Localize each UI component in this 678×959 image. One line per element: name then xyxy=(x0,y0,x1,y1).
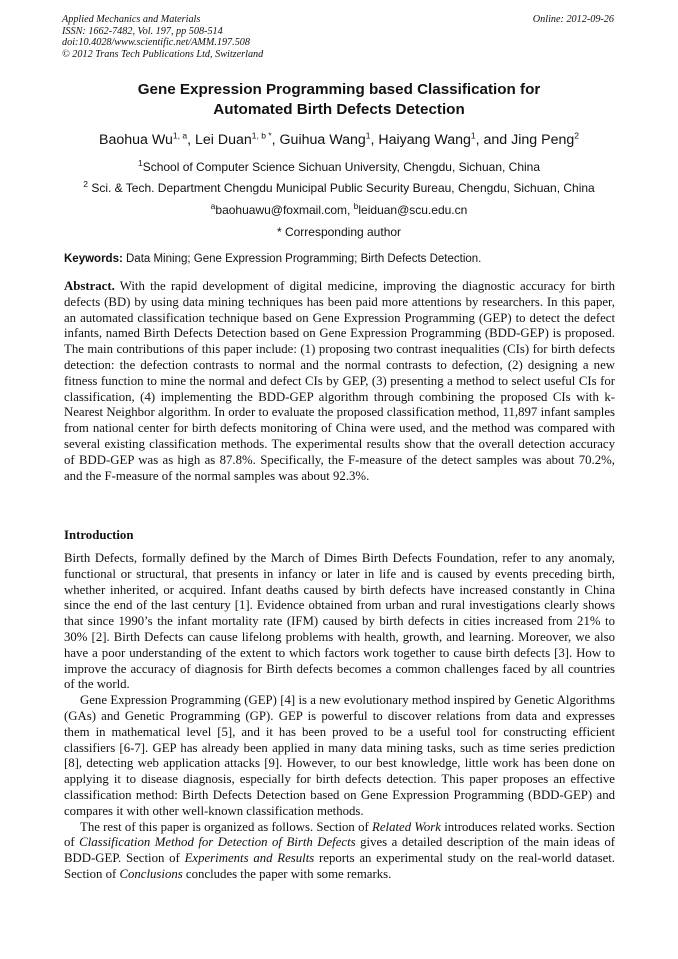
copyright-line: © 2012 Trans Tech Publications Ltd, Switzerland xyxy=(62,48,264,60)
author-sep: , and xyxy=(475,132,512,148)
section-ref-classification-method: Classification Method for Detection of Birth Defects xyxy=(79,835,356,850)
journal-name: Applied Mechanics and Materials xyxy=(62,14,201,25)
affiliation-sup: 1 xyxy=(137,158,143,168)
issn-line: ISSN: 1662-7482, Vol. 197, pp 508-514 xyxy=(62,25,223,37)
section-ref-experiments: Experiments and Results xyxy=(184,851,315,866)
introduction-heading: Introduction xyxy=(64,528,134,542)
email-sup: b xyxy=(353,201,359,211)
doi-line: doi:10.4028/www.scientific.net/AMM.197.508 xyxy=(62,37,250,49)
paper-title xyxy=(60,80,618,119)
abstract-text: With the rapid development of digital medicine, improving the diagnostic accuracy for birth defects (BD) by using data mining techniques has been paid more attentions by researchers. In this paper, an automated classification technique based on Gene Expression Programming (GEP) to detect the defect infants, named Birth Defects Detection based on Gene Expression Programming (BDD-GEP) is proposed. The main contributions of this paper include: (1) proposing two contrast inequalities (CIs) for birth defects detection: the defection contrasts to normal and the normal contrasts to defection, (2) designing a new fitness function to mine the normal and defect CIs by GEP, (3) presenting a method to select useful CIs for classification, (4) implementing the BDD-GEP algorithm through combining the proposed CIs with k-Nearest Neighbor algorithm. In order to evaluate the proposed classification method, 11,897 infant samples from national center for birth defects monitoring of China were used, and the method was compared with several existing classification methods. The experimental results show that the overall detection accuracy of BDD-GEP was as high as 87.8%. Specifically, the F-measure of the detect samples was about 70.2%, and the F-measure of the normal samples was about 92.3%. xyxy=(64,279,615,483)
p3-text: gives a detailed description of the main ideas of BDD-GEP. Section of xyxy=(64,835,615,866)
email-a: baohuawu@foxmail.com, xyxy=(215,203,354,217)
online-date: Online: 2012-09-26 xyxy=(532,14,614,25)
author-sep: , xyxy=(370,132,379,148)
intro-paragraph-1: Birth Defects, formally defined by the March of Dimes Birth Defects Foundation, refer to any anomaly, functional or structural, that presents in infancy or later in life and is caused by events preceding birth, whether inherited, or acquired. Infant deaths caused by birth defects have increased constantly in China since the end of the last century [1]. Evidence obtained from urban and rural investigations clearly shows that since 1990’s the infant mortality rate (IFM) caused by birth defects in cities increased from 21% to 30% [2]. Birth Defects can cause lifelong problems with health, growth, and learning. Moreover, we also have a poor understanding of the extent to which factors work together to cause birth defects [3]. How to improve the accuracy of diagnosis for Birth defects becomes a common challenges faced by all countries of the world. xyxy=(64,551,615,692)
author-name: Guihua Wang xyxy=(279,132,366,148)
email-sup: a xyxy=(210,201,216,211)
title-line-1: Gene Expression Programming based Classification for xyxy=(137,81,541,98)
section-ref-conclusions: Conclusions xyxy=(119,866,183,881)
email-line xyxy=(40,203,638,218)
author-sup: 1, a xyxy=(172,130,188,141)
abstract-section xyxy=(64,279,615,484)
email-b: leiduan@scu.edu.cn xyxy=(358,203,468,217)
affiliation-1 xyxy=(40,160,638,175)
keywords-text: Data Mining; Gene Expression Programming; Birth Defects Detection. xyxy=(122,253,482,265)
author-name: Jing Peng xyxy=(511,132,575,148)
p3-text: reports an experimental study on the real-world dataset. Section of xyxy=(64,851,615,881)
author-sup: 1 xyxy=(470,130,476,141)
affiliation-text: School of Computer Science Sichuan University, Chengdu, Sichuan, China xyxy=(142,160,541,174)
keywords-label: Keywords: xyxy=(64,253,123,265)
author-list xyxy=(40,131,638,149)
p3-text: concludes the paper with some remarks. xyxy=(182,866,392,881)
introduction-section xyxy=(64,551,615,883)
title-line-2: Automated Birth Defects Detection xyxy=(213,100,465,118)
abstract-label: Abstract. xyxy=(64,279,115,293)
affiliation-sup: 2 xyxy=(83,179,88,189)
author-sep: , xyxy=(271,132,280,148)
author-name: Baohua Wu xyxy=(99,132,173,148)
intro-paragraph-3 xyxy=(64,820,615,883)
abstract-paragraph xyxy=(64,279,615,484)
author-name: Lei Duan xyxy=(194,132,252,148)
corresponding-author-note: * Corresponding author xyxy=(276,225,402,239)
author-sep: , xyxy=(187,132,195,148)
section-ref-related-work: Related Work xyxy=(372,819,441,834)
author-sup: 1 xyxy=(365,130,371,141)
author-sup: 1, b * xyxy=(251,130,272,141)
author-name: Haiyang Wang xyxy=(378,132,471,148)
affiliation-2 xyxy=(40,181,638,196)
affiliation-text: Sci. & Tech. Department Chengdu Municipal Public Security Bureau, Chengdu, Sichuan, China xyxy=(88,181,595,195)
p3-text: The rest of this paper is organized as follows. Section of xyxy=(80,819,373,834)
keywords-line xyxy=(64,252,615,267)
author-sup: 2 xyxy=(574,130,579,141)
p3-text: introduces related works. Section of xyxy=(64,819,615,850)
intro-paragraph-2: Gene Expression Programming (GEP) [4] is a new evolutionary method inspired by Genetic Algorithms (GAs) and Genetic Programming (GP). GEP is powerful to discover relations from data and expresses them in mathematical level [5], and it has been proved to be a useful tool for constructing efficient classifiers [6-7]. GEP has already been applied in many data mining tasks, such as time series prediction [8], detecting web application attacks [9]. However, to our best knowledge, little work has been done on applying it to disease diagnosis, especially for birth defects detection. This paper proposes an effective classification method: Birth Defects Detection based on Gene Expression Programming (BDD-GEP) and compares it with other well-known classification methods. xyxy=(64,693,615,818)
journal-header xyxy=(62,14,614,60)
